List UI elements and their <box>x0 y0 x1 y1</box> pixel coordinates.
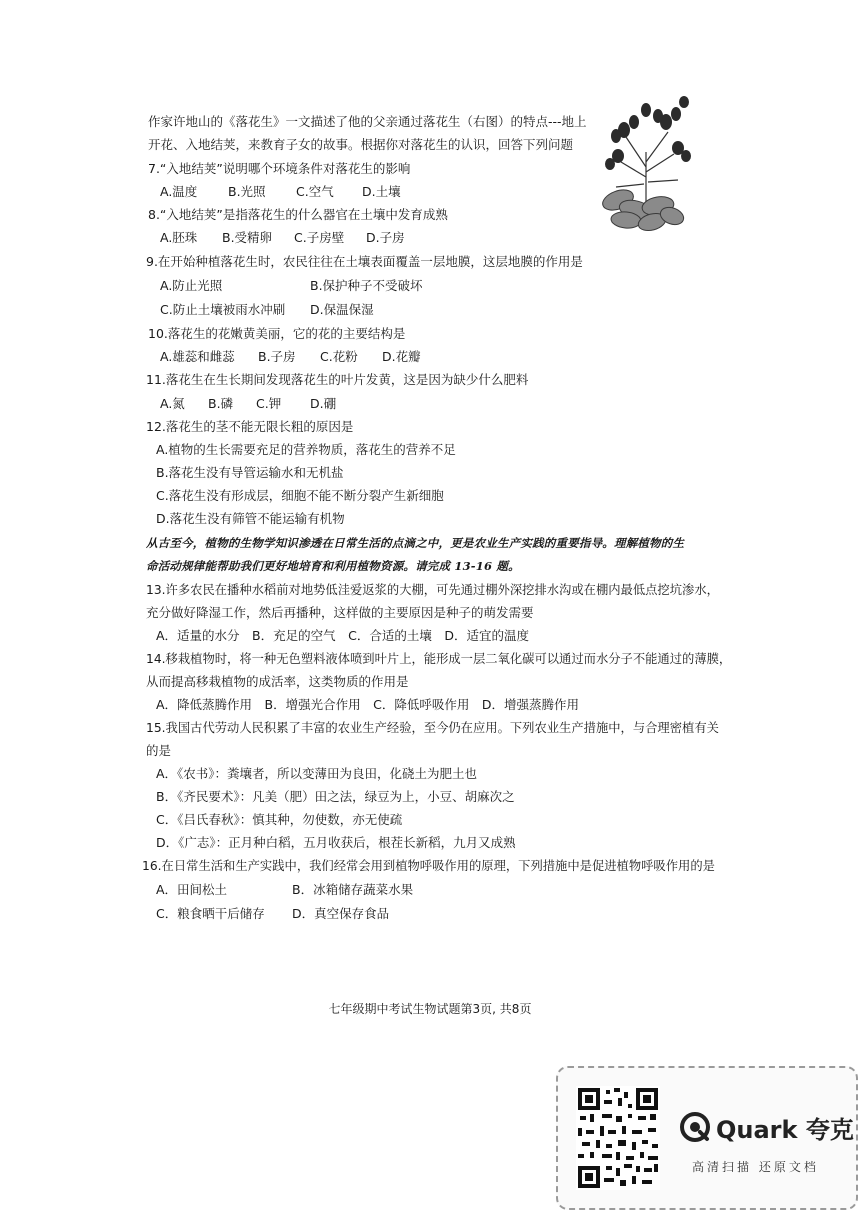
option: C.空气 <box>296 184 334 199</box>
option: C.花粉 <box>320 349 358 364</box>
question-stem: 7.“入地结荚”说明哪个环境条件对落花生的影响 <box>148 161 411 176</box>
option-row: A．降低蒸腾作用 B．增强光合作用 C．降低呼吸作用 D．增强蒸腾作用 <box>156 697 579 712</box>
question-stem: 的是 <box>146 743 172 758</box>
passage-line: 命活动规律能帮助我们更好地培育和利用植物资源。请完成 13-16 题。 <box>146 559 520 573</box>
option: D.花瓣 <box>382 349 421 364</box>
quark-tagline: 高清扫描 还原文档 <box>692 1160 819 1174</box>
quark-brand-name: Quark 夸克 <box>716 1116 854 1144</box>
option-row: A．适量的水分 B．充足的空气 C．合适的土壤 D．适宜的温度 <box>156 628 529 643</box>
option: B．《齐民要术》：凡美（肥）田之法，绿豆为上，小豆、胡麻次之 <box>156 789 515 804</box>
option: B.光照 <box>228 184 266 199</box>
passage-line: 开花、入地结荚，来教育子女的故事。根据你对落花生的认识，回答下列问题 <box>148 137 574 152</box>
option: A.防止光照 <box>160 278 223 293</box>
option: D.子房 <box>366 230 405 245</box>
passage-line: 作家许地山的《落花生》一文描述了他的父亲通过落花生（右图）的特点---地上 <box>148 114 587 129</box>
peanut-plant-illustration <box>596 92 696 232</box>
option: A.温度 <box>160 184 198 199</box>
qr-code-icon <box>576 1086 660 1190</box>
question-stem: 14.移栽植物时，将一种无色塑料液体喷到叶片上，能形成一层二氧化碳可以通过而水分子不能通过的薄膜， <box>146 652 732 666</box>
quark-watermark-card <box>556 1066 858 1210</box>
question-stem: 10.落花生的花嫩黄美丽，它的花的主要结构是 <box>148 326 406 341</box>
question-stem: 8.“入地结荚”是指落花生的什么器官在土壤中发育成熟 <box>148 207 448 222</box>
option: B.子房 <box>258 349 296 364</box>
question-stem: 11.落花生在生长期间发现落花生的叶片发黄，这是因为缺少什么肥料 <box>146 372 529 387</box>
option: A.氮 <box>160 396 185 411</box>
option: C.落花生没有形成层，细胞不能不断分裂产生新细胞 <box>156 488 444 503</box>
option: D．真空保存食品 <box>292 906 390 921</box>
option: C．粮食晒干后储存 <box>156 906 265 921</box>
option: C.钾 <box>256 396 282 411</box>
option: C.防止土壤被雨水冲刷 <box>160 302 286 317</box>
quark-logo-icon <box>680 1112 710 1142</box>
option: D．《广志》：正月种白稻，五月收获后，根茬长新稻，九月又成熟 <box>156 835 516 850</box>
option: D.落花生没有筛管不能运输有机物 <box>156 511 345 526</box>
option: A.植物的生长需要充足的营养物质，落花生的营养不足 <box>156 442 456 457</box>
question-stem: 充分做好降湿工作，然后再播种，这样做的主要原因是种子的萌发需要 <box>146 605 534 620</box>
option: A．《农书》：粪壤者，所以变薄田为良田，化硗土为肥土也 <box>156 766 478 781</box>
option: C．《吕氏春秋》：慎其种，勿使数，亦无使疏 <box>156 812 403 827</box>
option: B．冰箱储存蔬菜水果 <box>292 882 414 897</box>
question-stem: 9.在开始种植落花生时，农民往往在土壤表面覆盖一层地膜，这层地膜的作用是 <box>146 254 583 269</box>
page-footer: 七年级期中考试生物试题第3页, 共8页 <box>328 1002 532 1016</box>
option: C.子房壁 <box>294 230 345 245</box>
option: B.保护种子不受破坏 <box>310 278 423 293</box>
option: A.雄蕊和雌蕊 <box>160 349 235 364</box>
passage-line: 从古至今，植物的生物学知识渗透在日常生活的点滴之中，更是农业生产实践的重要指导。理解植物的生 <box>146 536 685 550</box>
question-stem: 12.落花生的茎不能无限长粗的原因是 <box>146 419 354 434</box>
option: B.磷 <box>208 396 234 411</box>
question-stem: 从而提高移栽植物的成活率，这类物质的作用是 <box>146 674 409 689</box>
option: B.受精卵 <box>222 230 273 245</box>
option: A．田间松土 <box>156 882 228 897</box>
question-stem: 16.在日常生活和生产实践中，我们经常会用到植物呼吸作用的原理，下列措施中是促进植物呼吸作用的是 <box>142 859 715 873</box>
option: D.土壤 <box>362 184 401 199</box>
option: B.落花生没有导管运输水和无机盐 <box>156 465 344 480</box>
option: A.胚珠 <box>160 230 198 245</box>
question-stem: 15.我国古代劳动人民积累了丰富的农业生产经验，至今仍在应用。下列农业生产措施中，与合理密植有关 <box>146 721 719 735</box>
option: D.硼 <box>310 396 337 411</box>
option: D.保温保湿 <box>310 302 374 317</box>
question-stem: 13.许多农民在播种水稻前对地势低洼爱返浆的大棚，可先通过棚外深挖排水沟或在棚内最低点挖坑渗水， <box>146 583 719 597</box>
